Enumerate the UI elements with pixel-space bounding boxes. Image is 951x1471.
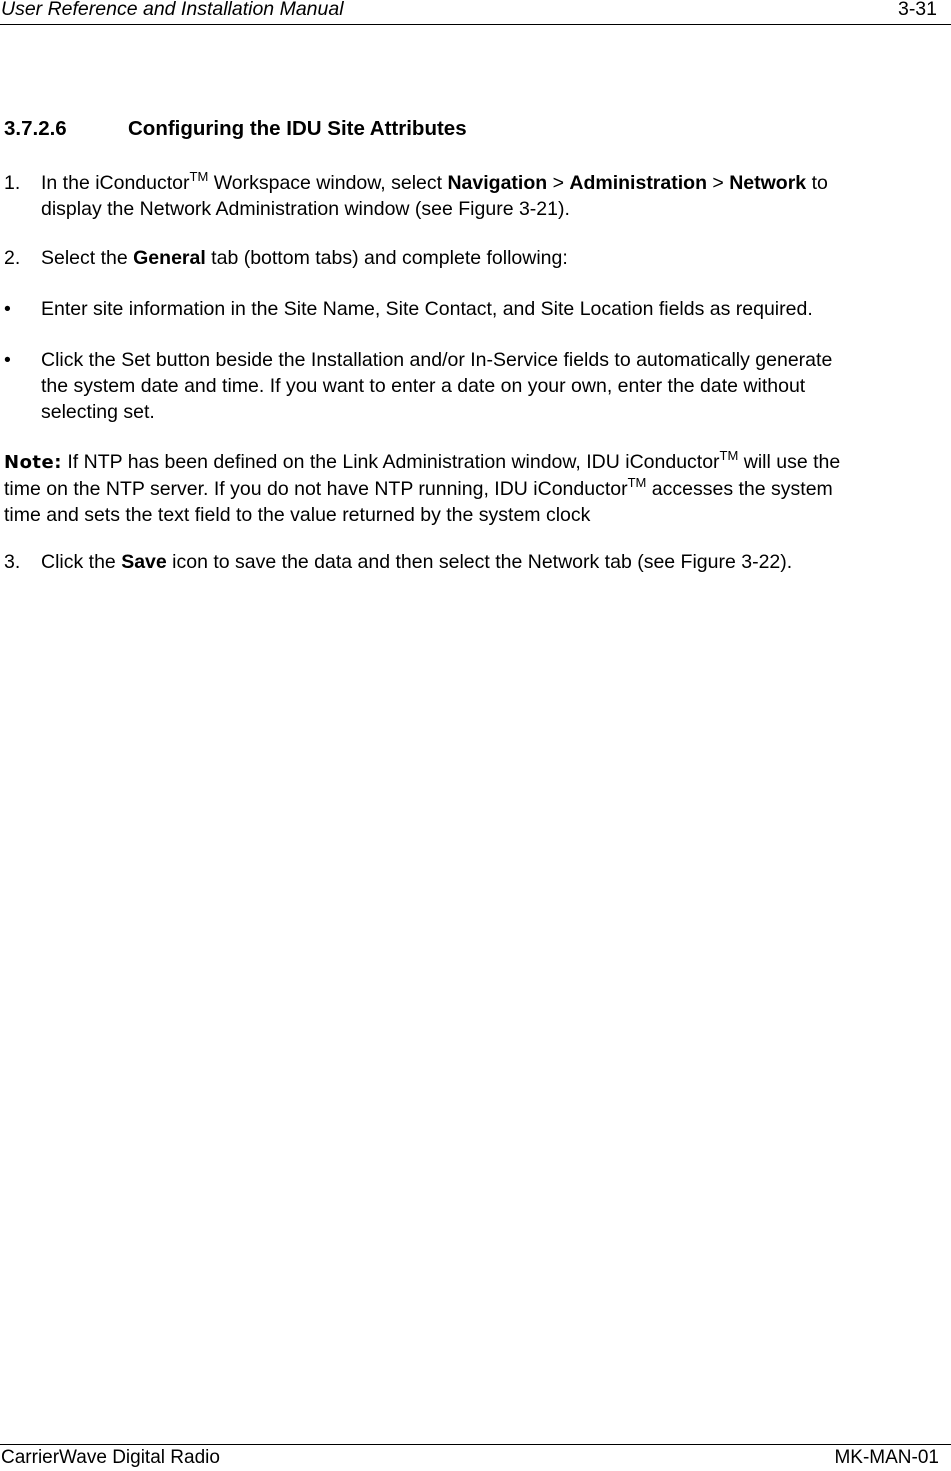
section-heading	[4, 117, 467, 141]
bullet-marker: •	[4, 349, 11, 371]
step-1-line-2: display the Network Administration window (see Figure 3-21).	[41, 198, 570, 220]
section-number: 3.7.2.6	[4, 117, 67, 140]
note-label: Note:	[4, 452, 62, 473]
section-title: Configuring the IDU Site Attributes	[128, 117, 467, 140]
footer-company: CarrierWave Digital Radio	[1, 1447, 220, 1468]
step-2-marker: 2.	[4, 247, 21, 269]
menu-navigation: Navigation	[447, 172, 548, 194]
step-3-marker: 3.	[4, 551, 21, 573]
footer-doc-id: MK-MAN-01	[834, 1447, 939, 1468]
bullet-marker: •	[4, 298, 11, 320]
page-header	[0, 0, 951, 25]
general-tab-label: General	[133, 247, 206, 269]
header-page-number: 3-31	[897, 0, 937, 20]
menu-administration: Administration	[569, 172, 707, 194]
step-2: 2. Select the General tab (bottom tabs) and complete following:	[4, 247, 568, 269]
bullet-1: • Enter site information in the Site Name, Site Contact, and Site Location fields as required.	[4, 298, 813, 320]
step-1-marker: 1.	[4, 172, 21, 194]
header-title: User Reference and Installation Manual	[1, 0, 344, 20]
page-footer	[0, 1444, 951, 1471]
bullet-2: • Click the Set button beside the Installation and/or In-Service fields to automatically generate the system date and time. If you want to enter a date on your own, enter the date without selecting set.	[4, 349, 833, 423]
menu-network: Network	[729, 172, 807, 194]
step-1	[4, 170, 951, 222]
save-icon-label: Save	[121, 551, 167, 573]
step-1-line-1: In the iConductor™ Workspace window, select Navigation > Administration > Network to	[41, 168, 828, 194]
note: Note: If NTP has been defined on the Link Administration window, IDU iConductor™ will use the time on the NTP server. If you do not have NTP running, IDU iConductor™ accesses the system time and sets the text field to the value returned by the system clock	[4, 447, 841, 526]
step-3: 3. Click the Save icon to save the data and then select the Network tab (see Figure 3-22).	[4, 551, 793, 573]
